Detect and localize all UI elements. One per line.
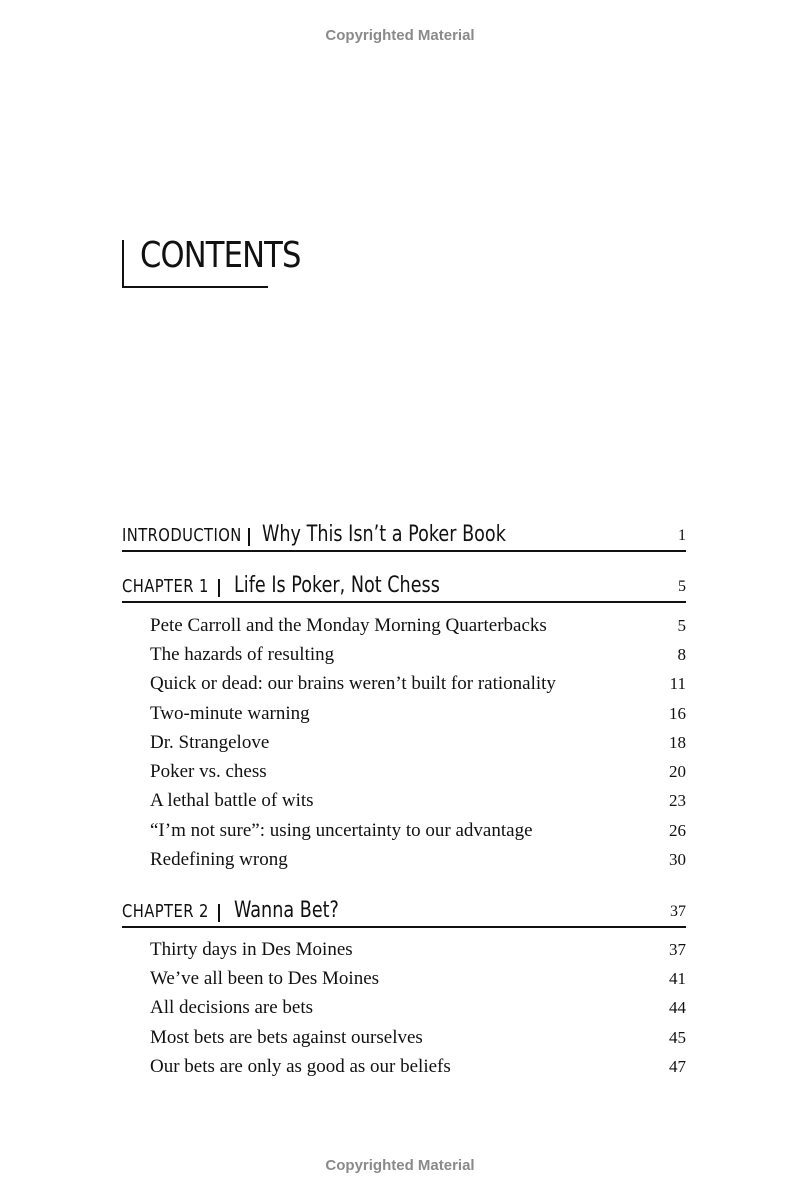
- entry-page: 41: [669, 969, 686, 988]
- toc-entry[interactable]: [150, 1056, 686, 1080]
- introduction-title: Why This Isn’t a Poker Book: [262, 522, 506, 547]
- entry-title: Our bets are only as good as our beliefs: [150, 1056, 451, 1077]
- entry-title: “I’m not sure”: using uncertainty to our advantage: [150, 820, 533, 841]
- chapter-1-heading[interactable]: [122, 573, 686, 603]
- entry-title: Redefining wrong: [150, 849, 288, 870]
- entry-page: 23: [669, 791, 686, 810]
- entry-page: 16: [669, 704, 686, 723]
- entry-page: 44: [669, 998, 686, 1017]
- separator-bar: [248, 528, 250, 546]
- chapter-1-label: CHAPTER 1: [122, 576, 209, 597]
- separator-bar: [218, 904, 220, 922]
- copyright-watermark-top: Copyrighted Material: [325, 27, 475, 44]
- entry-title: Thirty days in Des Moines: [150, 939, 353, 960]
- chapter-2-heading[interactable]: [122, 898, 686, 928]
- introduction-page: 1: [678, 527, 686, 544]
- toc-entry[interactable]: [150, 790, 686, 814]
- entry-page: 11: [669, 674, 686, 693]
- chapter-2-title: Wanna Bet?: [234, 898, 339, 923]
- entry-title: The hazards of resulting: [150, 644, 335, 665]
- entry-page: 45: [669, 1028, 686, 1047]
- entry-page: 20: [669, 762, 686, 781]
- entry-title: Poker vs. chess: [150, 761, 267, 782]
- toc-entry[interactable]: [150, 1027, 686, 1051]
- toc-entry[interactable]: [150, 849, 686, 873]
- toc-entry[interactable]: [150, 820, 686, 844]
- chapter-1-page: 5: [678, 578, 686, 595]
- entry-title: Dr. Strangelove: [150, 732, 270, 753]
- entry-title: Most bets are bets against ourselves: [150, 1027, 423, 1048]
- entry-page: 47: [669, 1057, 686, 1076]
- introduction-label: INTRODUCTION: [122, 525, 242, 546]
- entry-page: 8: [677, 645, 686, 664]
- toc-entry[interactable]: [150, 644, 686, 668]
- entry-title: Two-minute warning: [150, 703, 310, 724]
- entry-title: All decisions are bets: [150, 997, 314, 1018]
- entry-page: 30: [669, 850, 686, 869]
- contents-title: CONTENTS: [140, 235, 301, 276]
- toc-entry[interactable]: [150, 968, 686, 992]
- toc-entry[interactable]: [150, 673, 686, 697]
- entry-title: Quick or dead: our brains weren’t built for rationality: [150, 673, 556, 694]
- copyright-watermark-bottom: Copyrighted Material: [325, 1157, 475, 1174]
- introduction-heading[interactable]: [122, 522, 686, 552]
- toc-entry[interactable]: [150, 732, 686, 756]
- toc-entry[interactable]: [150, 761, 686, 785]
- toc-entry[interactable]: [150, 615, 686, 639]
- entry-page: 5: [677, 616, 686, 635]
- toc-entry[interactable]: [150, 997, 686, 1021]
- chapter-1-title: Life Is Poker, Not Chess: [234, 573, 440, 598]
- entry-title: Pete Carroll and the Monday Morning Quarterbacks: [150, 615, 547, 636]
- chapter-2-page: 37: [670, 903, 686, 920]
- entry-page: 18: [669, 733, 686, 752]
- toc-entry[interactable]: [150, 939, 686, 963]
- chapter-2-label: CHAPTER 2: [122, 901, 209, 922]
- separator-bar: [218, 579, 220, 597]
- toc-entry[interactable]: [150, 703, 686, 727]
- entry-title: We’ve all been to Des Moines: [150, 968, 380, 989]
- contents-heading-frame: [122, 235, 301, 288]
- entry-page: 37: [669, 940, 686, 959]
- entry-title: A lethal battle of wits: [150, 790, 314, 811]
- entry-page: 26: [669, 821, 686, 840]
